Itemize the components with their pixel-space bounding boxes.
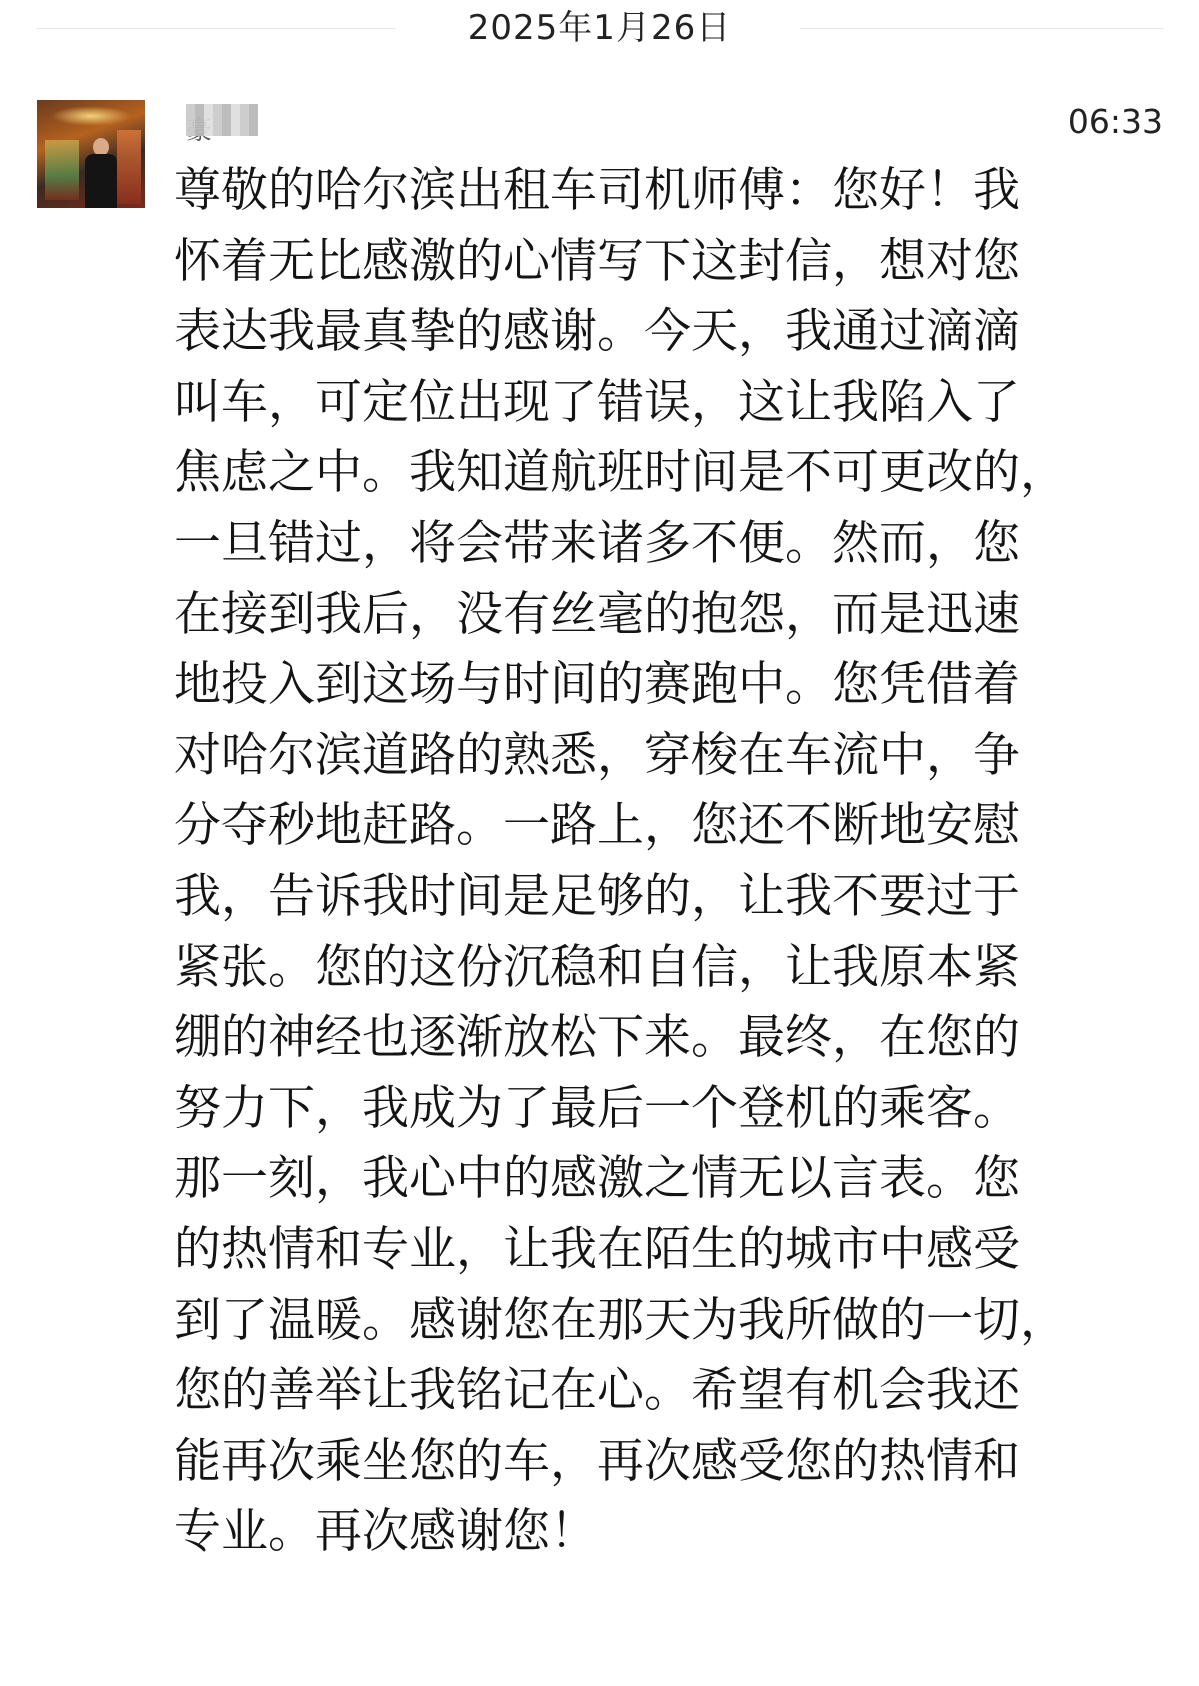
sender-avatar[interactable] [37,100,145,208]
date-divider [0,0,1199,58]
sender-name[interactable] [186,104,266,144]
message-text[interactable]: 尊敬的哈尔滨出租车司机师傅：您好！我 怀着无比感激的心情写下这封信，想对您 表达我最真挚的感谢。今天，我通过滴滴 叫车，可定位出现了错误，这让我陷入了 焦虑之中。我知道航班时间是不可更改的， 一旦错过，将会带来诸多不便。然而，您 在接到我后，没有丝毫的抱怨，而是迅速 地投入到这场与时间的赛跑中。您凭借着 对哈尔滨道路的熟悉，穿梭在车流中，争 分夺秒地赶路。一路上，您还不断地安慰 我，告诉我时间是足够的，让我不要过于 紧张。您的这份沉稳和自信，让我原本紧 绷的神经也逐渐放松下来。最终，在您的 努力下，我成为了最后一个登机的乘客。 那一刻，我心中的感激之情无以言表。您 的热情和专业，让我在陌生的城市中感受 到了温暖。感谢您在那天为我所做的一切， 您的善举让我铭记在心。希望有机会我还 能再次乘坐您的车，再次感受您的热情和 专业。再次感谢您！ [174,163,1067,1560]
name-redaction-blur [186,104,258,136]
date-label: 2025年1月26日 [467,8,732,48]
message-timestamp: 06:33 [1067,102,1163,141]
